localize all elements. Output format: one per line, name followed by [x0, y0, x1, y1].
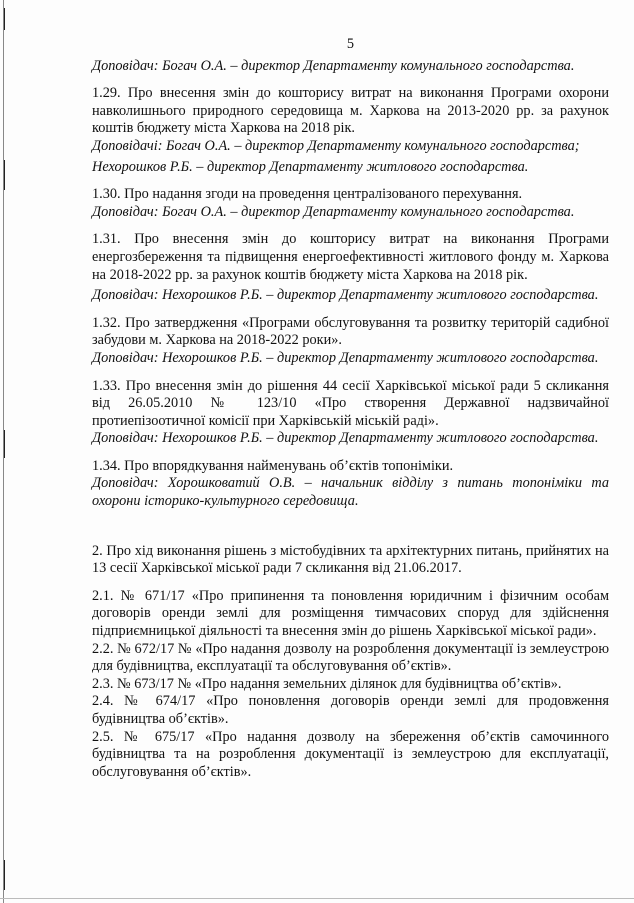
agenda-item-speaker: Доповідач: Нехорошков Р.Б. – директор Департаменту житлового господарства. [92, 287, 599, 304]
agenda-item [92, 378, 609, 448]
section-2-subitem: 2.4. № 674/17 «Про поновлення договорів оренди землі для продовження будівництва об’єктів». [92, 693, 609, 727]
scan-mark [4, 160, 5, 190]
agenda-item-title: 1.32. Про затвердження «Програми обслуговування та розвитку територій садибної забудови м. Харкова на 2018-2022 роки». [92, 314, 609, 349]
lead-speaker: Доповідач: Богач О.А. – директор Департаменту комунального господарства. [92, 57, 575, 74]
agenda-item-speaker: Доповідач: Нехорошков Р.Б. – директор Департаменту житлового господарства. [92, 430, 599, 447]
scan-mark [4, 8, 5, 30]
agenda-item-speaker: Доповідачі: Богач О.А. – директор Департаменту комунального господарства; [92, 137, 580, 154]
section-2-subitem: 2.1. № 671/17 «Про припинення та поновлення юридичним і фізичним особам договорів оренди землі для розміщення тимчасових споруд для здійснення підприємницької діяльності та внесення змін до рішень Харківської міської ради». [92, 587, 609, 640]
document-body [92, 36, 609, 781]
agenda-item-title: 1.29. Про внесення змін до кошторису витрат на виконання Програми охорони навколишнього природного середовища м. Харкова на 2013-2020 рр. за рахунок коштів бюджету міста Харкова на 2018 рік. [92, 85, 609, 137]
agenda-item [92, 231, 609, 304]
agenda-item [92, 85, 609, 176]
scan-mark [4, 430, 5, 458]
section-2-subitem: 2.5. № 675/17 «Про надання дозволу на збереження об’єктів самочинного будівництва та на розроблення документації із землеустрою для експлуатації, обслуговування об’єктів». [92, 728, 609, 780]
agenda-item [92, 458, 609, 511]
page-number: 5 [346, 36, 355, 52]
scan-mark [4, 860, 5, 890]
agenda-item [92, 315, 609, 368]
agenda-item-title: 1.30. Про надання згоди на проведення централізованого перехування. [92, 186, 523, 203]
section-2-subitem: 2.3. № 673/17 № «Про надання земельних ділянок для будівництва об’єктів». [92, 675, 562, 692]
agenda-item-title: 1.31. Про внесення змін до кошторису витрат на виконання Програми енергозбереження та підвищення енергоефективності житлового фонду м. Харкова на 2018-2022 рр. за рахунок коштів бюджету міста Харкова на 2018 рік. [92, 231, 609, 283]
agenda-item-speaker: Доповідач: Богач О.А. – директор Департаменту комунального господарства. [92, 203, 575, 220]
agenda-item-title: 1.33. Про внесення змін до рішення 44 сесії Харківської міської ради 5 скликання від 26.05.2010 № 123/10 «Про створення Державної надзвичайної протиепізоотичної комісії при Харківській міській раді». [92, 377, 609, 429]
section-2-subitem: 2.2. № 672/17 № «Про надання дозволу на розроблення документації із землеустрою для будівництва, експлуатації та обслуговування об’єктів». [92, 640, 609, 675]
section-2-title: 2. Про хід виконання рішень з містобудівних та архітектурних питань, прийнятих на 13 сесії Харківської міської ради 7 скликання від 21.06.2017. [92, 542, 609, 577]
agenda-item [92, 186, 609, 221]
agenda-item-speaker: Нехорошков Р.Б. – директор Департаменту житлового господарства. [92, 158, 529, 175]
section-2 [92, 543, 609, 782]
agenda-item-speaker: Доповідач: Хорошковатий О.В. – начальник відділу з питань топоніміки та охорони історико-культурного середовища. [92, 475, 609, 510]
agenda-item-speaker: Доповідач: Нехорошков Р.Б. – директор Департаменту житлового господарства. [92, 349, 599, 366]
scan-bottom-edge [0, 898, 634, 899]
agenda-item-title: 1.34. Про впорядкування найменувань об’єктів топоніміки. [92, 457, 454, 474]
